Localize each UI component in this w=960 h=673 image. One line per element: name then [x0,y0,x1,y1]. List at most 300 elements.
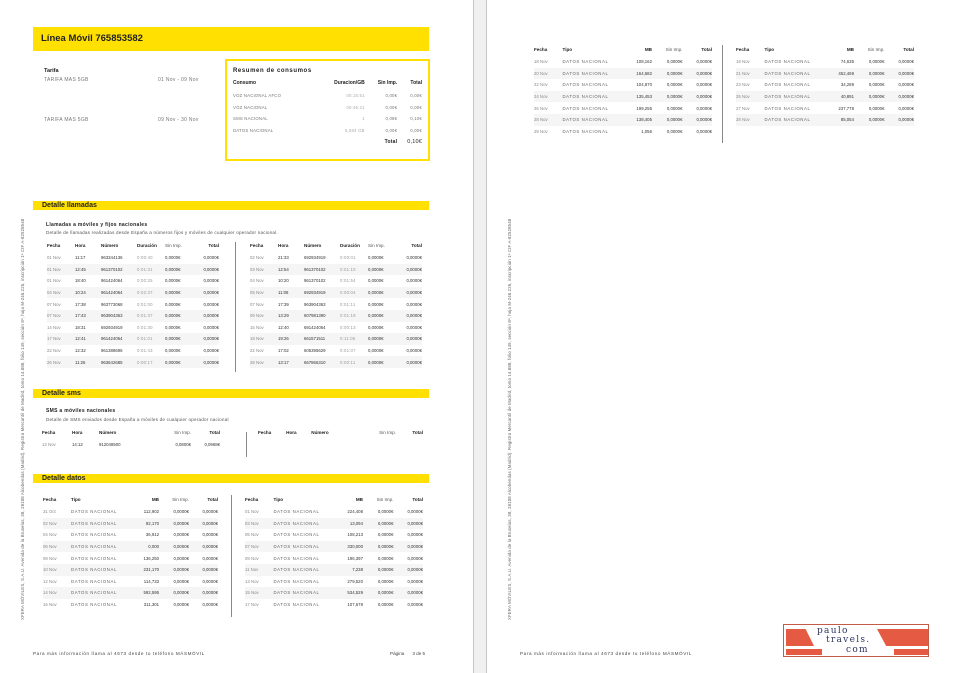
cell-sin-imp: 0,0000€ [165,324,181,330]
table-row [47,333,219,345]
cell-date: 03 Nov [250,264,278,276]
cell-duration: 0:00:04 [340,287,368,299]
cell-duration: 0:01:07 [340,348,356,354]
cell-total: 0,0000€ [696,128,712,134]
col-header: Hora [72,430,83,435]
data-table-left [534,43,712,137]
cell-total: 0,0000€ [202,509,218,515]
data-table-left [43,493,218,610]
cell-sin-imp: 0,0000€ [173,578,189,584]
cell-date: 22 Nov [250,348,264,354]
summary-sin-imp: 0,08€ [385,116,398,122]
cell-total: 0,0000€ [696,105,712,111]
table-row [43,541,218,553]
table-row [245,599,423,611]
consumption-summary [225,59,430,161]
table-row [736,79,914,91]
cell-sin-imp: 0,0000€ [368,255,384,261]
cell-mb: 92,170 [126,518,159,530]
cell-total: 0,0000€ [192,310,219,322]
cell-time: 17:02 [278,348,289,354]
cell-type: DATOS NACIONAL [273,518,329,530]
table-row [534,56,712,68]
cell-date: 09 Nov [250,310,278,322]
cell-sin-imp: 0,0000€ [363,541,394,553]
col-header: Sin Imp. [379,430,396,435]
logo-text-line2: travels. [826,635,871,645]
sms-description: Detalle de SMS enviados desde España a móviles de cualquier operador nacional [46,417,229,422]
cell-duration: 0:11:06 [340,333,368,345]
cell-number: 963344136 [101,255,123,261]
cell-date: 31 Oct [43,509,56,515]
calls-description: Detalle de llamadas realizadas desde España a números fijos y móviles de cualquier operador nacional. [46,230,278,235]
cell-number: 963642685 [101,356,137,368]
cell-number: 961370102 [304,278,326,284]
cell-date: 07 Nov [250,301,264,307]
section-data-header: Detalle datos [33,474,429,483]
cell-type: DATOS NACIONAL [764,68,820,80]
table-divider [235,242,236,372]
cell-date: 12 Nov [43,578,57,584]
cell-date: 11 Nov [245,564,273,576]
table-row [47,275,219,287]
cell-sin-imp: 0,0000€ [368,278,384,284]
cell-mb: 107,678 [347,602,363,608]
table-row [47,264,219,276]
cell-sin-imp: 0,0000€ [165,356,192,368]
cell-mb: 74,635 [840,59,854,65]
summary-consumo: VOZ NACIONAL [233,104,268,110]
table-row [250,287,422,299]
table-row [736,102,914,114]
table-row [245,518,423,530]
table-row [47,287,219,299]
cell-total: 0,0000€ [696,82,712,88]
cell-total: 0,0000€ [192,287,219,299]
cell-time: 21:33 [278,255,289,261]
legal-registration-text: XFERA MÓVILES, S.A.U. Avenida de la Bruselas, 38, 28108 Alcobendas (Madrid). Registro Mercantil de Madrid, tomo 14.888, folio 149, sección 8ª, hoja M-246.226, inscripción 1ª CIF A-82528548 [507,218,512,620]
table-row [43,599,218,611]
section-calls-header: Detalle llamadas [33,201,429,210]
cell-total: 0,0000€ [407,578,423,584]
col-header: Número [99,430,117,435]
cell-time: 10:20 [278,278,289,284]
table-row [43,506,218,518]
table-row [534,114,712,126]
summary-sin-imp: 0,00€ [385,104,398,110]
cell-duration: 0:00:01 [340,255,356,261]
cell-sin-imp: 0,0000€ [854,91,885,103]
cell-sin-imp: 0,0000€ [159,518,189,530]
table-row [736,114,914,126]
table-row [250,252,422,264]
cell-sin-imp: 0,0000€ [165,264,192,276]
cell-total: 0,0000€ [884,91,914,103]
cell-total: 0,0000€ [189,587,218,599]
cell-type: DATOS NACIONAL [764,91,820,103]
cell-number: 607981390 [304,310,340,322]
cell-time: 10:24 [75,287,101,299]
cell-date: 21 Nov [736,68,764,80]
cell-sin-imp: 0,0000€ [368,310,395,322]
table-row [534,79,712,91]
cell-date: 07 Nov [245,541,273,553]
cell-date: 07 Nov [47,301,61,307]
cell-total: 0,0000€ [395,356,422,368]
tarifa-row [44,117,214,127]
table-row [250,310,422,322]
cell-total: 0,0000€ [393,518,423,530]
col-header: Fecha [534,47,548,52]
logo-text-line3: com [846,645,869,655]
cell-sin-imp: 0,0000€ [868,82,885,88]
cell-sin-imp: 0,0000€ [368,324,384,330]
cell-type: DATOS NACIONAL [273,578,320,584]
table-row [534,102,712,114]
cell-date: 10 Nov [43,564,71,576]
col-header: MB [846,47,854,52]
col-header: Fecha [736,47,750,52]
table-row [736,68,914,80]
table-row [43,518,218,530]
cell-mb: 592,595 [126,587,159,599]
cell-date: 28 Nov [250,356,278,368]
cell-duration: 0:00:11 [340,356,368,368]
page-number: Página 3 de 5 [390,651,426,656]
col-header: Fecha [245,497,259,502]
cell-mb: 108,213 [347,532,363,538]
summary-duracion: 00:45:21 [346,104,365,110]
page-gutter [474,0,486,673]
logo-text-line1: paulo [817,626,849,636]
table-divider [231,495,232,617]
table-row [43,552,218,564]
col-header: Número [101,243,119,248]
cell-type: DATOS NACIONAL [562,114,618,126]
table-row [250,264,422,276]
cell-mb: 237,778 [838,105,854,111]
summary-total: 0,00€ [410,104,422,110]
col-header: Sin Imp. [665,47,683,52]
data-table-right [736,43,914,126]
table-divider [722,45,723,143]
cell-total: 0,0000€ [407,509,423,515]
summary-duracion: 1 [362,116,365,122]
cell-total: 0,0000€ [192,356,219,368]
cell-number: 692934919 [304,255,326,261]
col-total: Total [410,80,422,86]
cell-sin-imp: 0,0000€ [363,564,394,576]
col-header: Sin Imp. [172,497,189,502]
cell-sin-imp: 0,0000€ [666,105,683,111]
summary-consumo: DATOS NACIONAL [233,127,274,133]
cell-sin-imp: 0,0000€ [159,587,189,599]
cell-date: 16 Nov [43,602,57,608]
cell-date: 08 Nov [43,555,57,561]
cell-mb: 0,000 [126,541,159,553]
cell-mb: 104,870 [636,82,652,88]
cell-sin-imp: 0,0000€ [165,348,181,354]
summary-row [233,125,422,137]
cell-number: 963904363 [304,301,326,307]
table-row [250,322,422,334]
cell-sin-imp: 0,0000€ [165,333,192,345]
summary-duracion: 5,084 GB [344,127,365,133]
cell-time: 18:31 [75,324,86,330]
cell-date: 29 Nov [534,128,548,134]
cell-sin-imp: 0,0000€ [165,301,181,307]
col-header: Hora [75,243,86,248]
cell-total: 0,0000€ [682,91,712,103]
cell-date: 18 Nov [250,333,278,345]
col-header: Total [903,47,914,52]
cell-time: 12:32 [75,348,86,354]
table-row [43,529,218,541]
cell-type: DATOS NACIONAL [562,82,609,88]
cell-sin-imp: 0,0000€ [854,114,885,126]
cell-mb: 1,056 [641,128,652,134]
summary-row [233,102,422,114]
cell-sin-imp: 0,0000€ [652,68,683,80]
paulo-travels-watermark-logo [783,624,929,657]
col-header: MB [355,497,363,502]
tarifa-period: 01 Nov - 09 Nov [158,77,199,83]
cell-date: 17 Nov [245,602,259,608]
cell-duration: 0:01:31 [137,264,165,276]
col-header: Fecha [42,430,56,435]
logo-band-shape [877,629,928,646]
cell-sin-imp: 0,0000€ [173,602,189,608]
cell-number: 692934919 [304,287,340,299]
col-header: Total [207,497,218,502]
cell-type: DATOS NACIONAL [562,105,609,111]
cell-total: 0,0000€ [884,68,914,80]
cell-total: 0,0000€ [395,287,422,299]
line-title: Línea Móvil 765853582 [33,27,429,51]
cell-mb: 112,902 [143,509,159,515]
cell-total: 0,0000€ [203,301,219,307]
cell-time: 12:45 [75,264,101,276]
cell-sin-imp: 0,0000€ [666,128,683,134]
table-row [245,564,423,576]
cell-total: 0,0000€ [393,541,423,553]
cell-type: DATOS NACIONAL [273,532,320,538]
summary-total: 0,10€ [410,116,422,122]
cell-total: 0,0000€ [202,555,218,561]
cell-total: 0,0000€ [884,114,914,126]
cell-sin-imp: 0,0000€ [165,310,192,322]
cell-date: 15 Nov [250,324,264,330]
cell-sin-imp: 0,0000€ [165,278,181,284]
table-row [245,506,423,518]
cell-mb: 311,301 [143,602,159,608]
col-header: Hora [278,243,289,248]
cell-number: 961370102 [101,264,137,276]
footer-info: Para más información llama al 4673 desde tu teléfono MÁSMÓVIL [33,651,205,656]
cell-date: 02 Nov [250,255,264,261]
cell-mb: 138,405 [618,114,652,126]
cell-total: 0,0000€ [898,82,914,88]
cell-time: 17:43 [75,310,101,322]
tarifa-name: TARIFA MAS 5GB [44,77,89,83]
logo-band-shape [786,649,822,655]
cell-number: 963904363 [101,310,137,322]
cell-mb: 534,529 [329,587,363,599]
cell-number: 963773068 [101,301,123,307]
cell-time: 19:26 [278,333,304,345]
cell-type: DATOS NACIONAL [764,59,811,65]
cell-mb: 452,469 [820,68,854,80]
cell-date: 19 Nov [736,59,750,65]
cell-sin-imp: 0,0000€ [377,578,394,584]
cell-mb: 231,170 [126,564,159,576]
tarifa-period: 09 Nov - 30 Nov [158,117,199,123]
cell-duration: 0:00:25 [137,278,153,284]
cell-number: 961424064 [101,278,123,284]
sms-subtitle: SMS a móviles nacionales [46,408,116,414]
cell-total: 0,0000€ [406,255,422,261]
col-header: Sin Imp. [376,497,394,502]
cell-date: 15 Nov [245,587,273,599]
col-header: Sin Imp. [867,47,885,52]
bill-page-3 [0,0,474,673]
cell-date: 01 Nov [245,509,259,515]
table-row [250,275,422,287]
logo-band-shape [786,629,814,646]
cell-sin-imp: 0,0000€ [173,532,189,538]
cell-duration: 0:01:01 [137,333,165,345]
cell-time: 13:29 [278,310,304,322]
cell-total: 0,0000€ [202,578,218,584]
table-row [245,576,423,588]
cell-mb: 40,891 [820,91,854,103]
cell-type: DATOS NACIONAL [71,578,117,584]
tarifa-title: Tarifa [44,68,59,74]
tarifa-row [44,77,214,87]
cell-sin-imp: 0,0000€ [363,587,394,599]
cell-total: 0,0000€ [406,301,422,307]
summary-sin-imp: 0,00€ [385,93,398,99]
cell-total: 0,0968€ [204,442,220,448]
cell-type: DATOS NACIONAL [71,518,126,530]
table-row [245,587,423,599]
cell-sin-imp: 0,0000€ [377,602,394,608]
cell-sin-imp: 0,0000€ [377,555,394,561]
table-row [43,564,218,576]
cell-mb: 7,238 [329,564,363,576]
cell-type: DATOS NACIONAL [562,68,618,80]
col-header: Duración [137,243,157,248]
cell-mb: 136,250 [143,555,159,561]
cell-sin-imp: 0,0800€ [175,442,191,448]
col-header: Tipo [71,497,81,502]
cell-mb: 108,162 [636,59,652,65]
cell-sin-imp: 0,0000€ [868,59,885,65]
col-header: Duración [340,243,360,248]
cell-time: 11:17 [75,255,86,261]
cell-total: 0,0000€ [898,105,914,111]
cell-total: 0,0000€ [189,564,218,576]
cell-total: 0,0000€ [189,518,218,530]
cell-time: 12:41 [75,333,101,345]
table-row [42,439,220,451]
cell-total: 0,0000€ [203,348,219,354]
table-row [534,126,712,138]
summary-consumo: SMS NACIONAL [233,116,268,122]
col-header: Fecha [47,243,61,248]
cell-duration: 0:01:54 [340,278,356,284]
cell-date: 25 Nov [736,91,764,103]
col-header: Número [311,430,329,435]
cell-sin-imp: 0,0000€ [165,287,192,299]
cell-total: 0,0000€ [395,333,422,345]
cell-date: 04 Nov [43,532,57,538]
cell-mb: 330,000 [329,541,363,553]
cell-duration: 0:00:13 [340,324,356,330]
cell-type: DATOS NACIONAL [273,587,329,599]
cell-time: 18:40 [75,278,86,284]
cell-date: 27 Nov [736,105,750,111]
cell-sin-imp: 0,0000€ [165,255,181,261]
cell-date: 01 Nov [47,278,61,284]
cell-sin-imp: 0,0000€ [854,68,885,80]
table-row [47,356,219,368]
col-header: Total [209,430,220,435]
cell-total: 0,0000€ [192,264,219,276]
cell-type: DATOS NACIONAL [273,564,329,576]
cell-date: 20 Nov [534,68,562,80]
cell-time: 14:12 [72,442,83,448]
cell-time: 13:17 [278,356,304,368]
cell-date: 28 Nov [534,114,562,126]
col-header: Sin Imp. [174,430,191,435]
cell-type: DATOS NACIONAL [71,555,117,561]
col-header: Número [304,243,322,248]
cell-sin-imp: 0,0000€ [368,301,384,307]
section-sms-header: Detalle sms [33,389,429,398]
col-header: MB [151,497,159,502]
col-sin-imp: Sin Imp. [377,80,398,86]
table-row [47,252,219,264]
table-row [250,356,422,368]
sms-table-right [258,426,423,439]
cell-date: 26 Nov [534,105,548,111]
cell-type: DATOS NACIONAL [764,82,811,88]
table-row [47,298,219,310]
cell-total: 0,0000€ [898,59,914,65]
cell-mb: 36,912 [145,532,159,538]
cell-date: 14 Nov [43,587,71,599]
cell-type: DATOS NACIONAL [71,602,117,608]
cell-type: DATOS NACIONAL [764,105,811,111]
cell-total: 0,0000€ [192,333,219,345]
cell-date: 22 Nov [47,348,61,354]
cell-duration: 0:01:43 [137,348,153,354]
cell-date: 13 Nov [245,578,259,584]
cell-sin-imp: 0,0000€ [868,105,885,111]
cell-date: 04 Nov [47,287,75,299]
cell-time: 11:08 [278,287,304,299]
table-row [250,333,422,345]
table-row [245,541,423,553]
summary-total-row [233,136,422,148]
footer-info: Para más información llama al 4673 desde tu teléfono MÁSMÓVIL [520,651,692,656]
cell-date: 28 Nov [736,114,764,126]
cell-sin-imp: 0,0000€ [666,59,683,65]
cell-type: DATOS NACIONAL [71,532,117,538]
cell-total: 0,0000€ [203,255,219,261]
cell-mb: 279,520 [347,578,363,584]
